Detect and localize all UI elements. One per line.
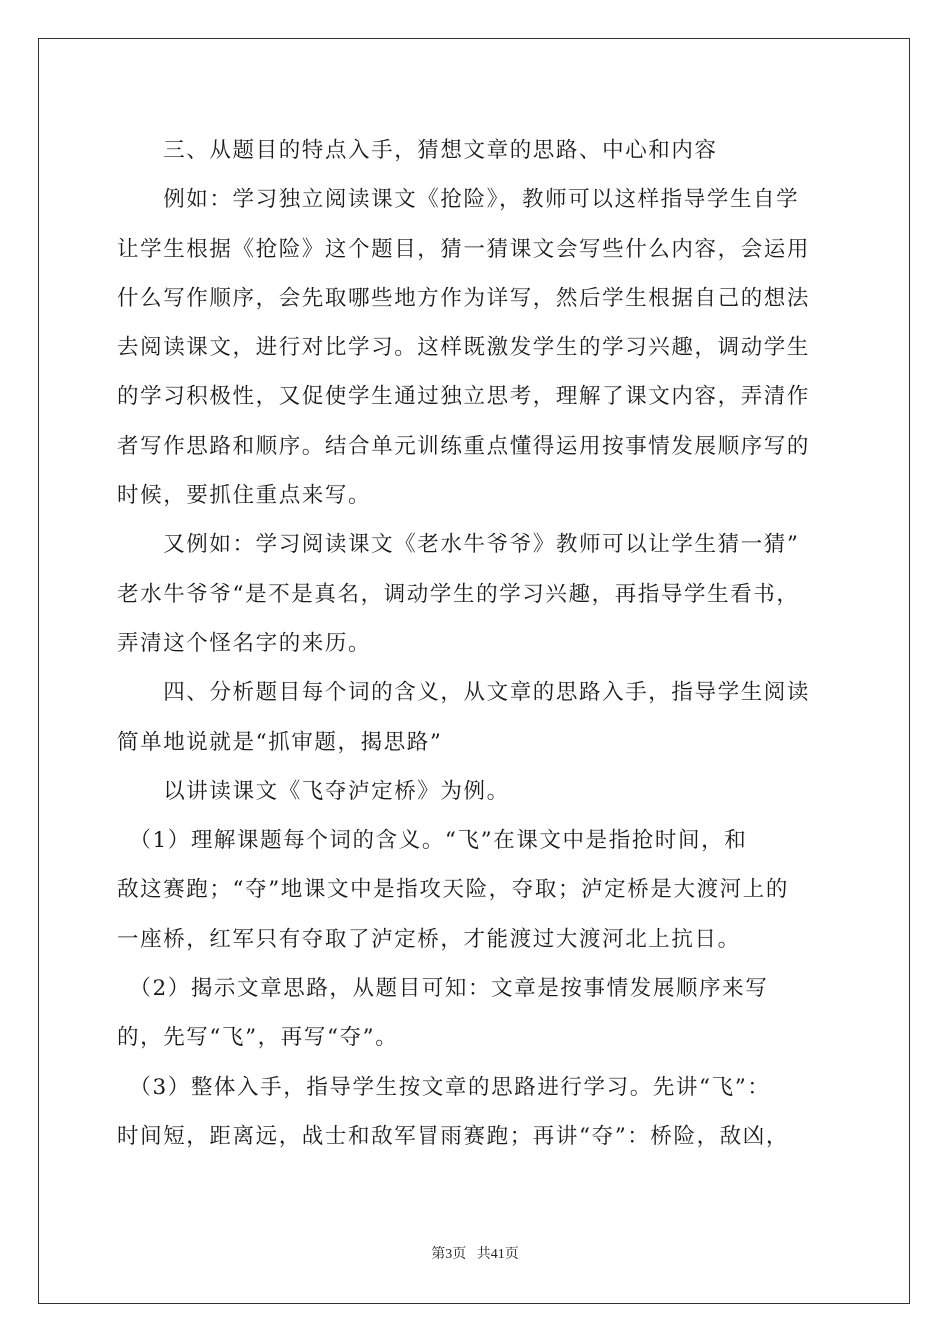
text-line: 者写作思路和顺序。结合单元训练重点懂得运用按事情发展顺序写的 (117, 433, 811, 459)
text-line: （2）揭示文章思路，从题目可知：文章是按事情发展顺序来写 (117, 976, 769, 1002)
text-line: 简单地说就是“抓审题，揭思路” (117, 729, 443, 755)
text-line: 的学习积极性，又促使学生通过独立思考，理解了课文内容，弄清作 (117, 384, 811, 410)
text-line: 什么写作顺序，会先取哪些地方作为详写，然后学生根据自己的想法 (117, 285, 811, 311)
text-line: 例如：学习独立阅读课文《抢险》，教师可以这样指导学生自学 (117, 187, 800, 213)
document-body (117, 126, 835, 1161)
text-line: 老水牛爷爷“是不是真名，调动学生的学习兴趣，再指导学生看书， (117, 581, 800, 607)
text-line: 又例如：学习阅读课文《老水牛爷爷》教师可以让学生猜一猜” (117, 532, 800, 558)
text-line: 的，先写“飞”，再写“夺”。 (117, 1025, 399, 1051)
page-total: 共41页 (476, 1247, 519, 1262)
text-line: 让学生根据《抢险》这个题目，猜一猜课文会写些什么内容，会运用 (117, 236, 811, 262)
text-line: （1）理解课题每个词的含义。“飞”在课文中是指抢时间，和 (117, 828, 748, 854)
text-line: 时间短，距离远，战士和敌军冒雨赛跑；再讲“夺”：桥险，敌凶， (117, 1123, 789, 1149)
text-line: 去阅读课文，进行对比学习。这样既激发学生的学习兴趣，调动学生 (117, 335, 811, 361)
text-line: 三、从题目的特点入手，猜想文章的思路、中心和内容 (117, 138, 718, 163)
text-line: 弄清这个怪名字的来历。 (117, 630, 372, 656)
text-line: 敌这赛跑；“夺”地课文中是指攻天险，夺取；泸定桥是大渡河上的 (117, 877, 789, 903)
text-line: 时候，要抓住重点来写。 (117, 483, 372, 509)
text-line: （3）整体入手，指导学生按文章的思路进行学习。先讲“飞”： (117, 1074, 771, 1100)
text-line: 以讲读课文《飞夺泸定桥》为例。 (117, 778, 510, 804)
page-number: 第3页 (431, 1247, 467, 1262)
text-line: 一座桥，红军只有夺取了泸定桥，才能渡过大渡河北上抗日。 (117, 926, 741, 952)
page-footer (0, 1243, 950, 1263)
text-line: 四、分析题目每个词的含义，从文章的思路入手，指导学生阅读 (117, 680, 811, 706)
